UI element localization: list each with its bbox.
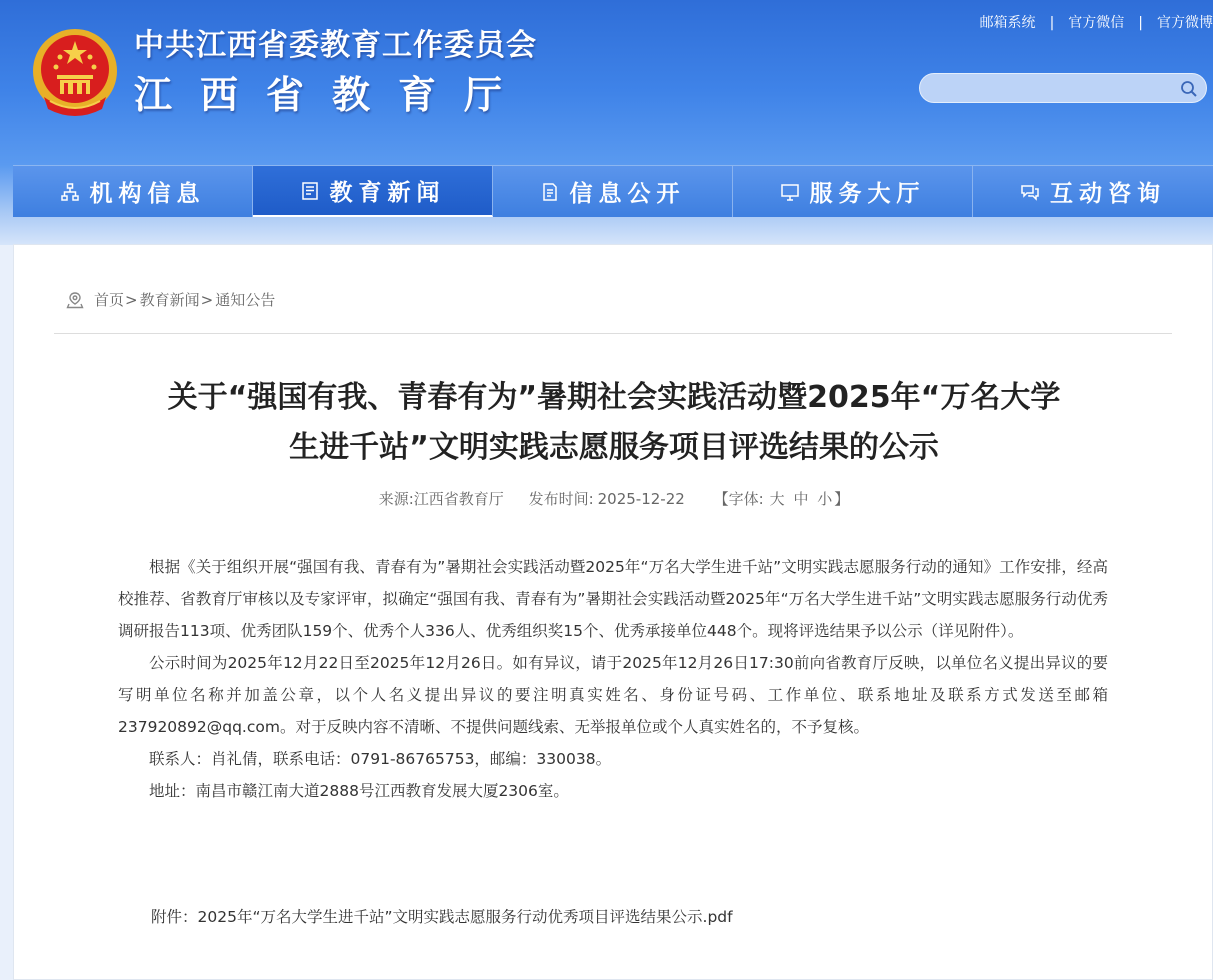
top-links	[980, 12, 1213, 32]
font-medium-button[interactable]: 中	[793, 490, 809, 508]
nav-label: 教育新闻	[329, 180, 446, 206]
breadcrumb	[66, 289, 275, 310]
breadcrumb-notices[interactable]: 通知公告	[215, 291, 276, 309]
paragraph: 联系人：肖礼倩，联系电话：0791-86765753，邮编：330038。	[149, 750, 612, 768]
site-header	[0, 0, 1213, 165]
location-pin-icon	[66, 291, 84, 309]
nav-item-info-disclosure[interactable]	[493, 166, 733, 217]
breadcrumb-education-news[interactable]: 教育新闻	[139, 291, 200, 309]
attachment-label: 附件：	[151, 908, 198, 926]
font-size-control	[714, 490, 850, 508]
nav-label: 机构信息	[89, 181, 206, 207]
wechat-link[interactable]: 官方微信	[1068, 15, 1125, 31]
font-large-button[interactable]: 大	[769, 490, 785, 508]
font-small-button[interactable]: 小	[817, 490, 833, 508]
title-line: 生进千站”文明实践志愿服务项目评选结果的公示	[289, 430, 939, 465]
source	[379, 490, 504, 508]
title-line: 关于“强国有我、青春有为”暑期社会实践活动暨2025年“万名大学	[167, 380, 1061, 415]
mail-system-link[interactable]: 邮箱系统	[979, 15, 1036, 31]
attachment	[151, 905, 733, 927]
monitor-icon	[780, 182, 800, 202]
nav-item-org-info[interactable]	[13, 166, 253, 217]
nav-item-interactive-consult[interactable]	[973, 166, 1213, 217]
search-icon[interactable]	[1180, 80, 1198, 98]
link-separator: |	[1049, 15, 1055, 31]
paragraph: 公示时间为2025年12月22日至2025年12月26日。如有异议，请于2025年12月26日17:30前向省教育厅反映，以单位名义提出异议的要写明单位名称并加盖公章，以个人名义提出异议的要注明真实姓名、身份证号码、工作单位、联系地址及联系方式发送至邮箱237920892@qq.com。对于反映内容不清晰、不提供问题线索、无举报单位或个人真实姓名的，不予复核。	[118, 654, 1108, 736]
divider	[54, 333, 1172, 334]
weibo-link[interactable]: 官方微博	[1157, 15, 1213, 31]
search-box	[919, 73, 1207, 103]
nav-label: 互动咨询	[1050, 181, 1166, 207]
org-name: 中共江西省委教育工作委员会	[134, 28, 537, 63]
nav-label: 信息公开	[569, 181, 686, 207]
publish-date	[529, 490, 685, 508]
font-suffix: 】	[834, 490, 850, 508]
link-separator: |	[1138, 15, 1143, 31]
attachment-link[interactable]: 2025年“万名大学生进千站”文明实践志愿服务行动优秀项目评选结果公示.pdf	[197, 908, 733, 926]
breadcrumb-separator: >	[200, 290, 214, 309]
breadcrumb-home[interactable]: 首页	[94, 291, 125, 309]
chat-icon	[1020, 182, 1040, 202]
article-body	[118, 551, 1108, 807]
date-label: 发布时间:	[528, 490, 594, 508]
paragraph: 地址：南昌市赣江南大道2888号江西教育发展大厦2306室。	[149, 782, 569, 800]
dept-name: 江西省教育厅	[134, 72, 531, 117]
nav-item-education-news[interactable]	[253, 166, 493, 217]
nav-item-service-hall[interactable]	[733, 166, 973, 217]
source-label: 来源:	[378, 490, 414, 508]
article-container	[13, 244, 1213, 980]
font-prefix: 【字体:	[713, 490, 764, 508]
national-emblem-icon[interactable]	[30, 27, 120, 119]
source-value: 江西省教育厅	[413, 490, 504, 508]
breadcrumb-separator: >	[125, 290, 138, 309]
news-icon	[300, 181, 320, 201]
search-input[interactable]	[932, 78, 1176, 100]
document-icon	[540, 182, 560, 202]
nav-label: 服务大厅	[809, 181, 926, 207]
main-nav	[13, 165, 1213, 217]
org-chart-icon	[60, 182, 80, 202]
paragraph: 根据《关于组织开展“强国有我、青春有为”暑期社会实践活动暨2025年“万名大学生进千站”文明实践志愿服务行动的通知》工作安排，经高校推荐、省教育厅审核以及专家评审，拟确定“强国有我、青春有为”暑期社会实践活动暨2025年“万名大学生进千站”文明实践志愿服务行动优秀调研报告113项、优秀团队159个、优秀个人336人、优秀组织奖15个、优秀承接单位448个。现将评选结果予以公示（详见附件）。	[118, 558, 1108, 640]
article-title	[114, 373, 1114, 473]
article-meta	[14, 488, 1213, 509]
date-value: 2025-12-22	[597, 490, 685, 508]
